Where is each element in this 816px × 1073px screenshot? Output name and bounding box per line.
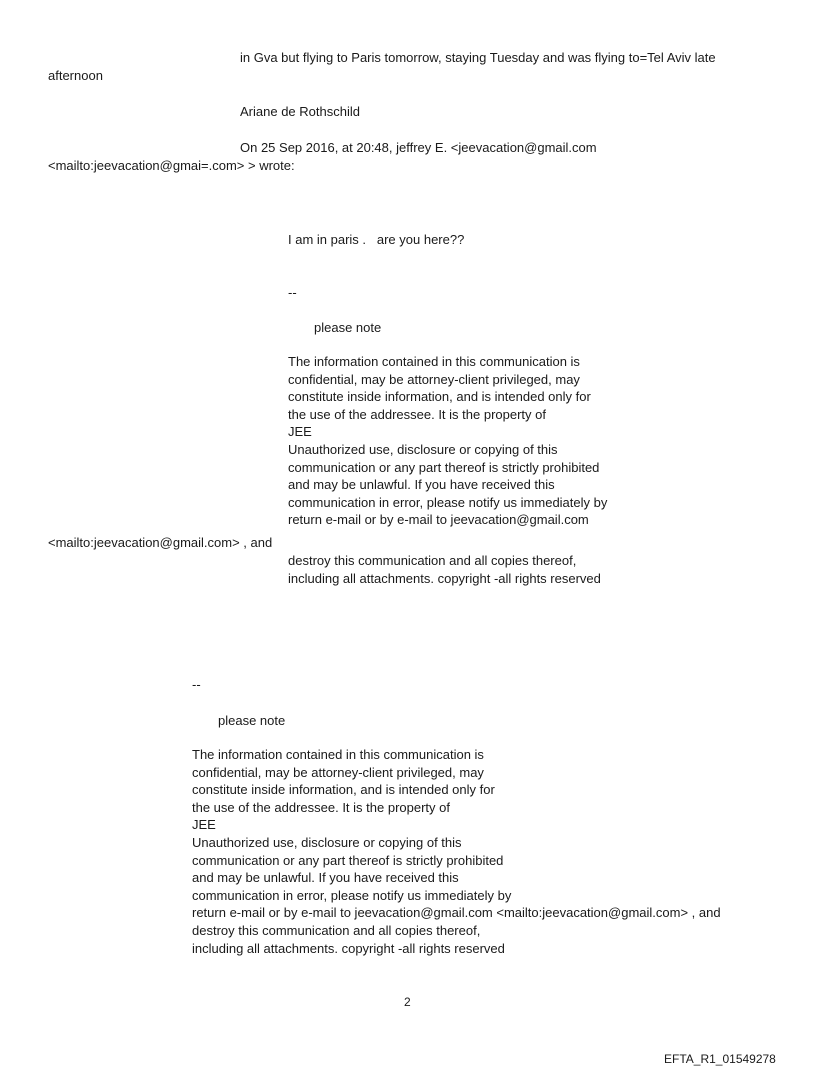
signature-separator: -- [288,285,297,300]
disclaimer-line: Unauthorized use, disclosure or copying of this [192,834,462,850]
disclaimer-line: JEE [288,424,312,440]
quoted-text-line: in Gva but flying to Paris tomorrow, staying Tuesday and was flying to=Tel Aviv late [240,50,716,65]
notice-title: please note [314,320,382,335]
disclaimer-line: confidential, may be attorney-client privileged, may [288,371,580,387]
disclaimer-line: the use of the addressee. It is the property of [288,406,546,422]
quoted-text-line-wrap: afternoon [48,68,103,83]
disclaimer-line: and may be unlawful. If you have received this [192,870,459,886]
disclaimer-line: communication in error, please notify us immediately by [192,887,512,903]
disclaimer-line: including all attachments. copyright -all rights reserved [192,940,505,956]
document-id: EFTA_R1_01549278 [664,1052,776,1066]
disclaimer-line: and may be unlawful. If you have received this [288,477,555,493]
disclaimer-line: destroy this communication and all copies thereof, [288,553,577,568]
disclaimer-line: including all attachments. copyright -all rights reserved [288,570,601,586]
disclaimer-line: constitute inside information, and is intended only for [288,389,591,405]
mailto-line: <mailto:jeevacation@gmail.com> , and [48,535,273,550]
sender-name: Ariane de Rothschild [240,104,360,119]
disclaimer-line: confidential, may be attorney-client privileged, may [192,764,484,780]
message-body: I am in paris . are you here?? [288,232,465,247]
disclaimer-line: Unauthorized use, disclosure or copying of this [288,441,558,457]
disclaimer-block [288,353,607,529]
page-number: 2 [404,995,411,1009]
disclaimer-closing [288,552,601,587]
disclaimer-line: communication in error, please notify us immediately by [288,494,608,510]
reply-header-line-wrap: <mailto:jeevacation@gmai=.com> > wrote: [48,158,295,173]
disclaimer-line: communication or any part thereof is strictly prohibited [192,852,504,868]
disclaimer-line: return e-mail or by e-mail to jeevacation@gmail.com <mailto:jeevacation@gmail.com> , and [192,905,721,921]
disclaimer-line: return e-mail or by e-mail to jeevacation@gmail.com [288,512,589,528]
disclaimer-block [192,746,721,957]
disclaimer-line: the use of the addressee. It is the property of [192,799,450,815]
disclaimer-line: The information contained in this communication is [288,354,580,369]
signature-separator: -- [192,677,201,692]
disclaimer-line: destroy this communication and all copies thereof, [192,922,481,938]
disclaimer-line: communication or any part thereof is strictly prohibited [288,459,600,475]
notice-title: please note [218,713,286,728]
reply-header-line: On 25 Sep 2016, at 20:48, jeffrey E. <jeevacation@gmail.com [240,140,597,155]
disclaimer-line: constitute inside information, and is intended only for [192,782,495,798]
disclaimer-line: JEE [192,817,216,833]
disclaimer-line: The information contained in this communication is [192,747,484,762]
